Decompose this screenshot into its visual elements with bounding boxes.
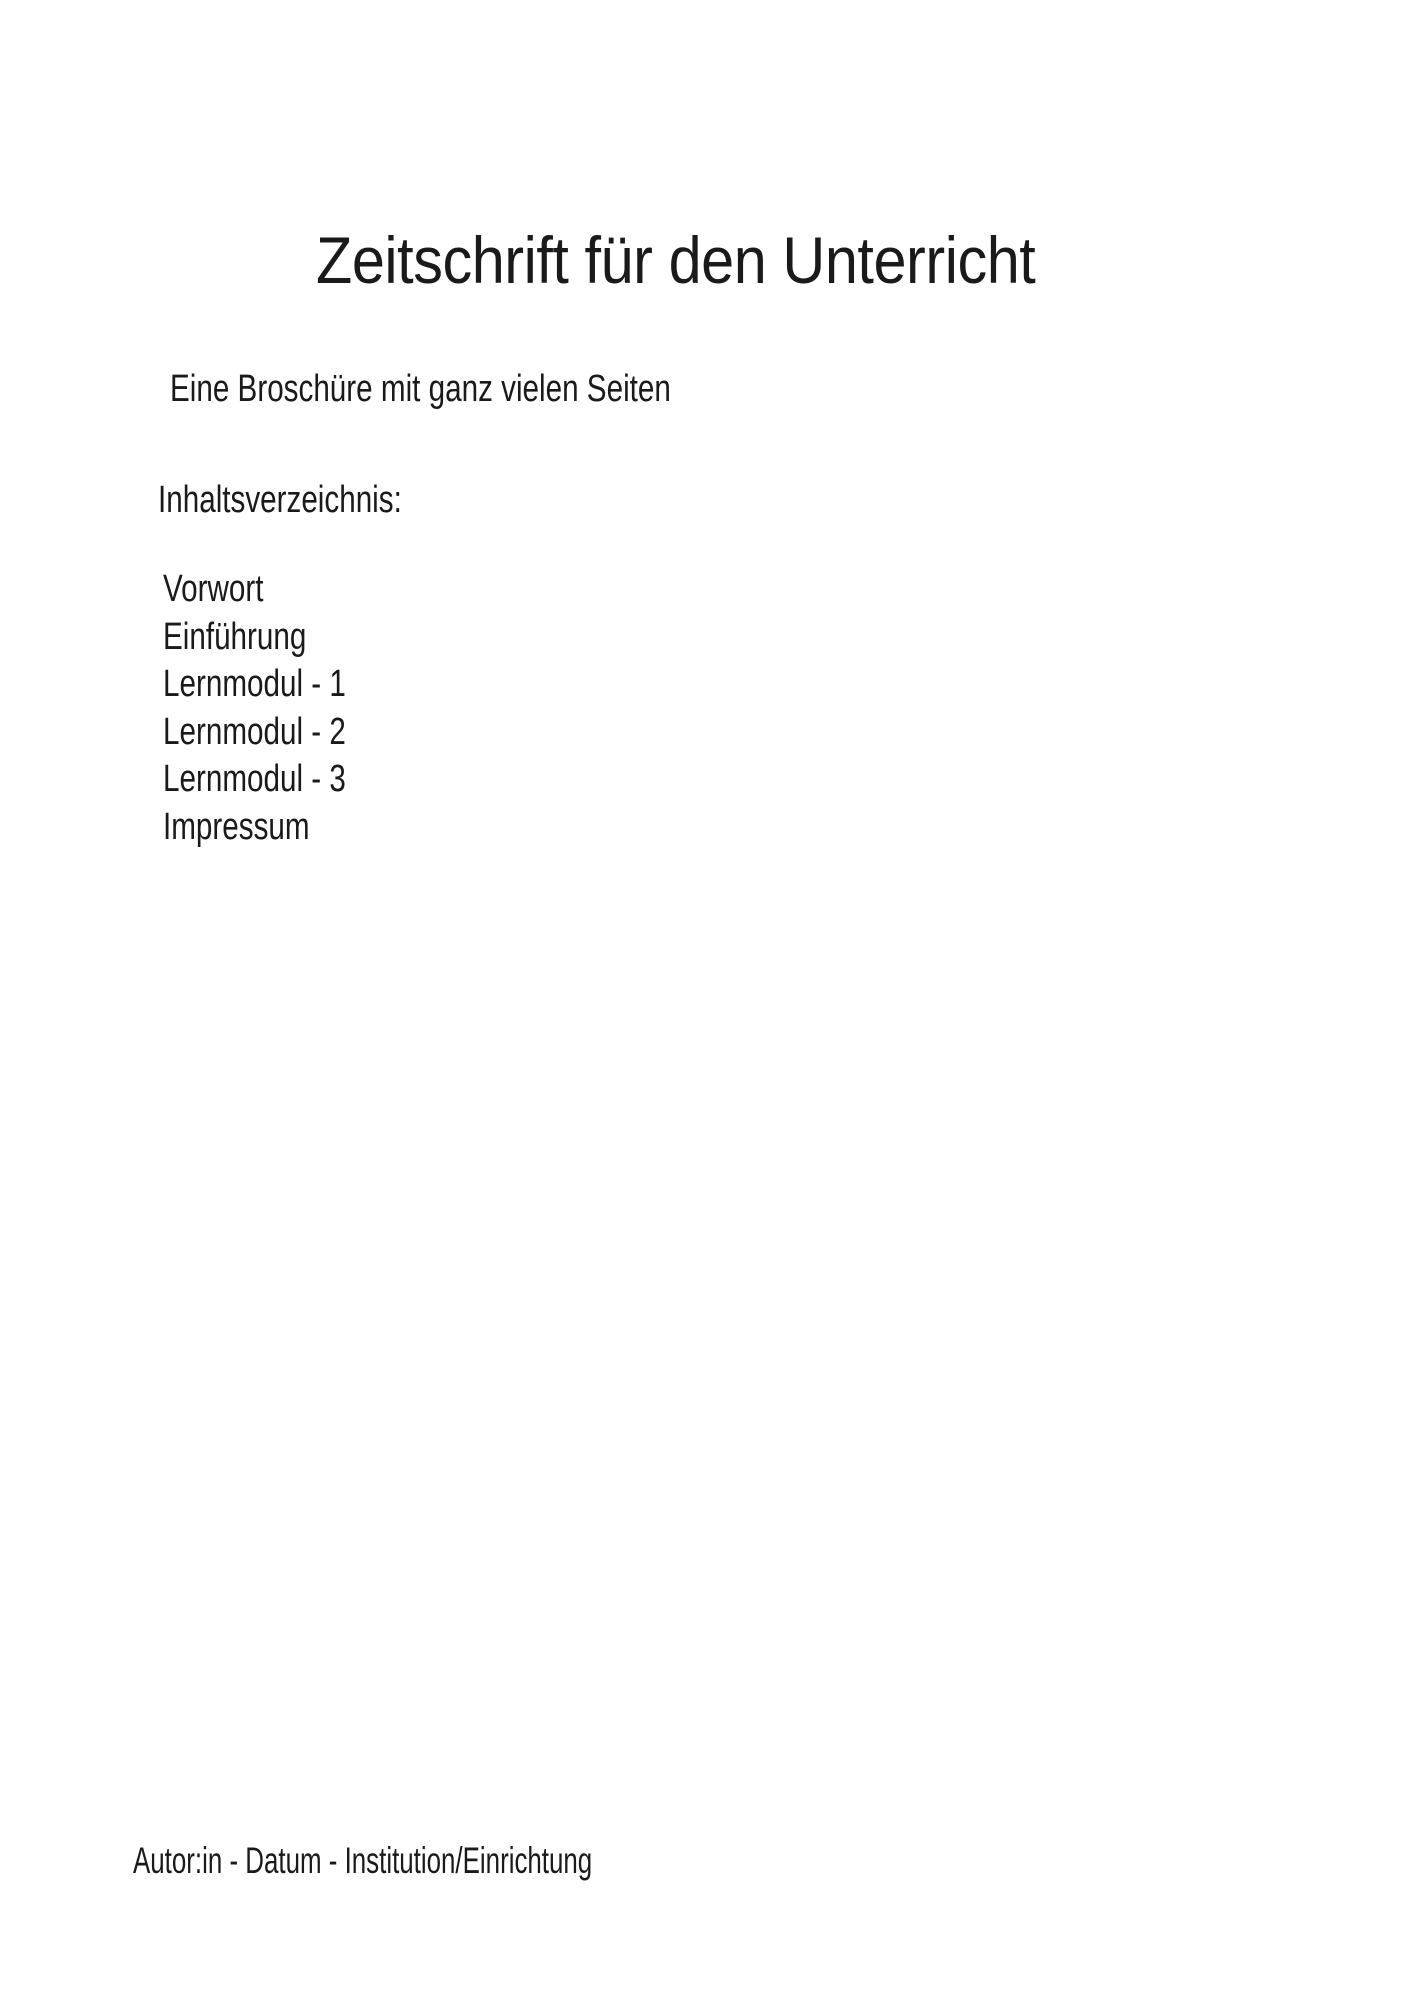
toc-item-vorwort: Vorwort: [163, 568, 264, 610]
toc-item-lernmodul-3: Lernmodul - 3: [163, 758, 346, 800]
page-subtitle: Eine Broschüre mit ganz vielen Seiten: [170, 368, 671, 410]
toc-item-lernmodul-1: Lernmodul - 1: [163, 663, 346, 705]
author-footer: Autor:in - Datum - Institution/Einrichtung: [133, 1840, 593, 1881]
page-title: Zeitschrift für den Unterricht: [316, 223, 1036, 297]
toc-heading: Inhaltsverzeichnis:: [158, 479, 402, 521]
toc-item-lernmodul-2: Lernmodul - 2: [163, 710, 346, 753]
toc-item-impressum: Impressum: [163, 805, 310, 848]
toc-list: [163, 566, 346, 851]
toc-item-einfuehrung: Einführung: [163, 615, 307, 658]
